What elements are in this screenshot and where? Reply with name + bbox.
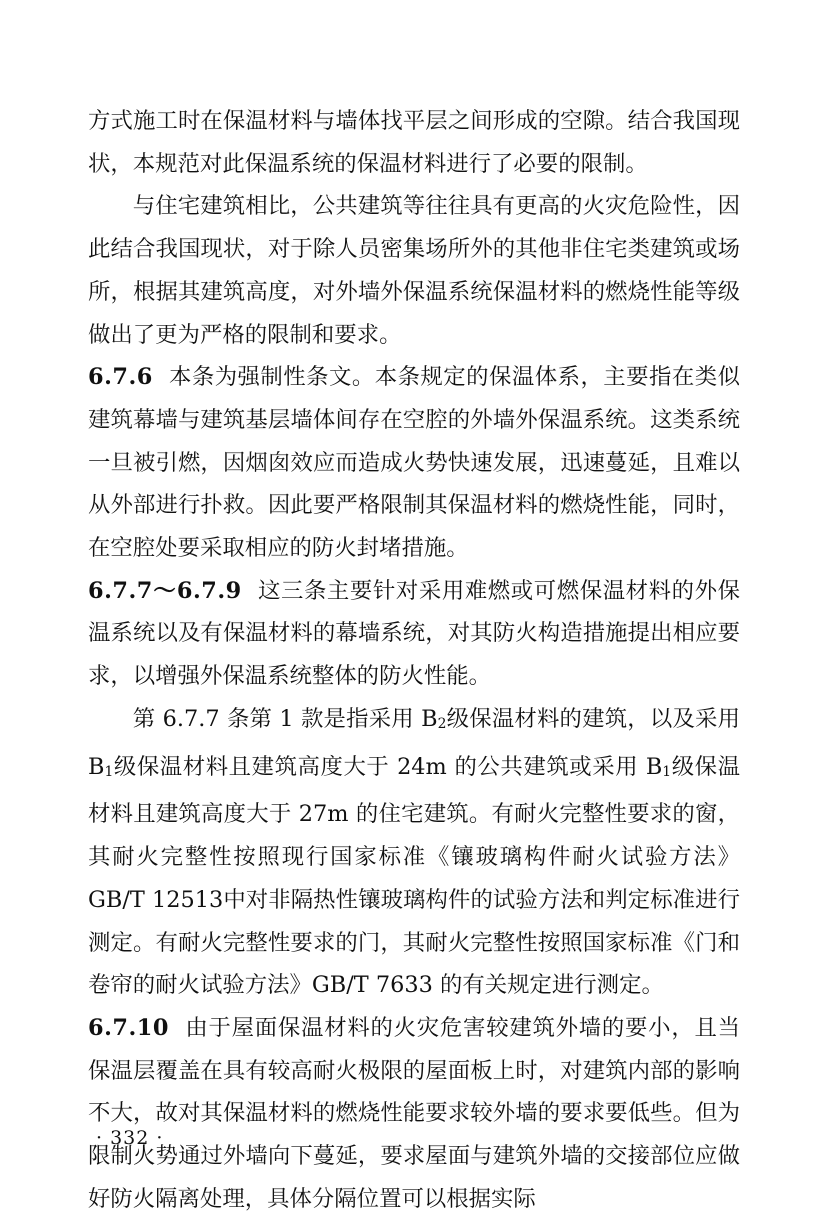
clause-number: 6.7.6 (88, 364, 153, 391)
paragraph-text: 方式施工时在保温材料与墙体找平层之间形成的空隙。结合我国现状，本规范对此保温系统的保温材料进行了必要的限制。 (88, 108, 740, 177)
paragraph-text-part: 级保温材料且建筑高度大于 24m 的公共建筑或采用 B (113, 753, 663, 780)
clause-number: 6.7.10 (88, 1014, 169, 1041)
paragraph-continuation (88, 100, 740, 185)
page-number: · 332 · (96, 1127, 164, 1149)
subscript-grade: 1 (104, 763, 114, 780)
subscript-grade: 1 (662, 763, 672, 780)
clause-6-7-6 (88, 356, 740, 570)
clause-text: 这三条主要针对采用难燃或可燃保温材料的外保温系统以及有保温材料的幕墙系统，对其防火构造措施提出相应要求，以增强外保温系统整体的防火性能。 (88, 577, 740, 690)
paragraph-text-part: 级保温材料的建筑，以及采用 B (88, 705, 740, 780)
paragraph-text-part: 第 6.7.7 条第 1 款是指采用 B (132, 705, 438, 732)
document-body (88, 100, 740, 1220)
paragraph-text-part: 级保温材料且建筑高度大于 27m 的住宅建筑。有耐火完整性要求的窗，其耐火完整性按照现行国家标准《镶玻璃构件耐火试验方法》GB/T 12513中对非隔热性镶玻璃构件的试验方法和判定标准进行测定。有耐火完整性要求的门，其耐火完整性按照国家标准《门和卷帘的耐火试验方法》GB/T 7633 的有关规定进行测定。 (88, 753, 741, 999)
paragraph-text: 与住宅建筑相比，公共建筑等往往具有更高的火灾危险性，因此结合我国现状，对于除人员密集场所外的其他非住宅类建筑或场所，根据其建筑高度，对外墙外保温系统保温材料的燃烧性能等级做出了更为严格的限制和要求。 (88, 193, 740, 348)
subscript-grade: 2 (437, 715, 447, 732)
clause-text: 本条为强制性条文。本条规定的保温体系，主要指在类似建筑幕墙与建筑基层墙体间存在空腔的外墙外保温系统。这类系统一旦被引燃，因烟囱效应而造成火势快速发展，迅速蔓延，且难以从外部进行扑救。因此要严格限制其保温材料的燃烧性能，同时，在空腔处要采取相应的防火封堵措施。 (88, 364, 740, 562)
paragraph-6-7-7-item-1 (88, 698, 740, 1007)
clause-number: 6.7.7～6.7.9 (88, 577, 242, 604)
paragraph-public-buildings (88, 185, 740, 356)
clause-text: 由于屋面保温材料的火灾危害较建筑外墙的要小，且当保温层覆盖在具有较高耐火极限的屋面板上时，对建筑内部的影响不大，故对其保温材料的燃烧性能要求较外墙的要求要低些。但为限制火势通过外墙向下蔓延，要求屋面与建筑外墙的交接部位应做好防火隔离处理，具体分隔位置可以根据实际 (88, 1014, 740, 1212)
clause-6-7-10 (88, 1007, 740, 1220)
clause-6-7-7-to-6-7-9 (88, 570, 740, 698)
